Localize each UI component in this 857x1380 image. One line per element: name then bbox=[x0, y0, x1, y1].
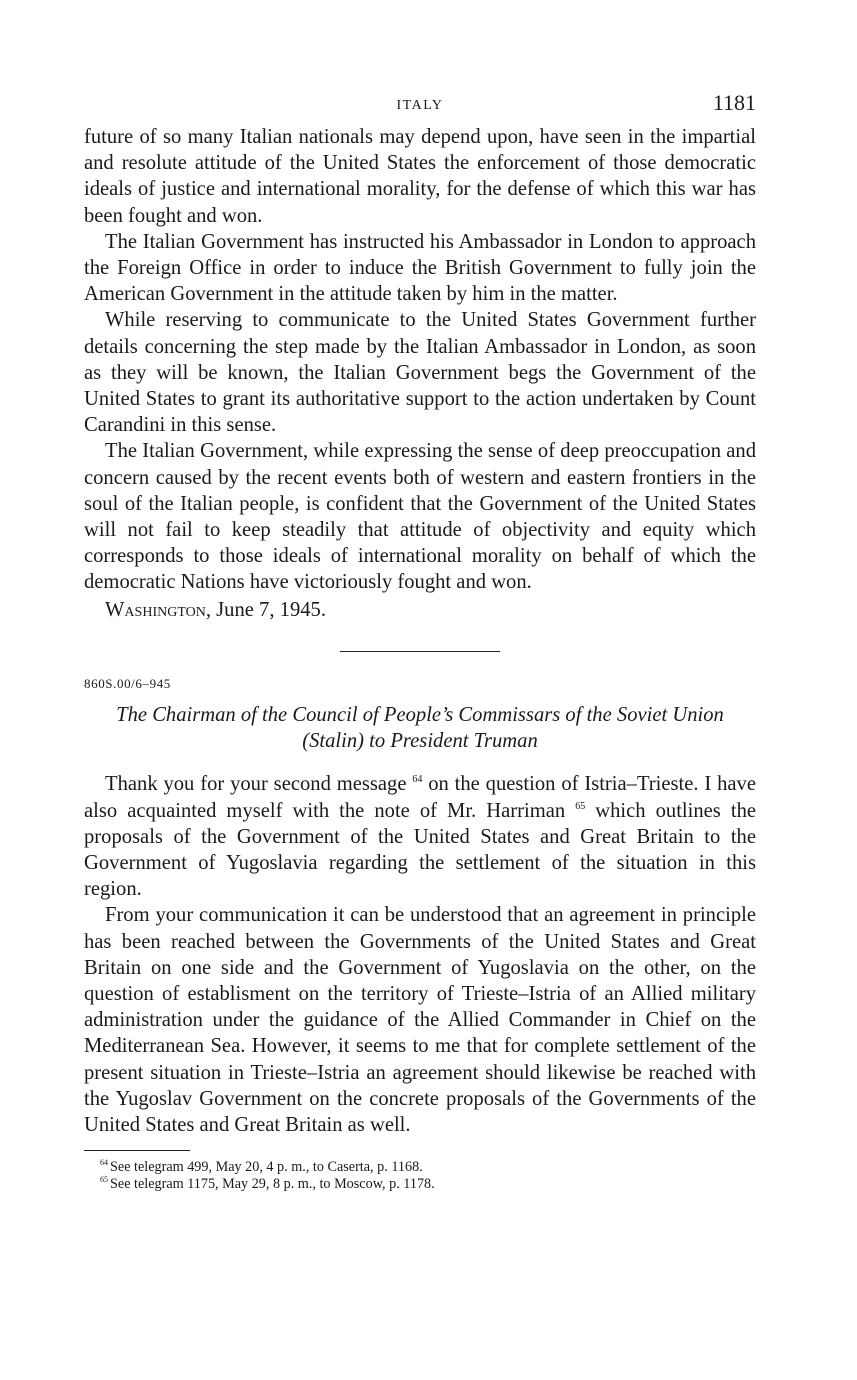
dateline bbox=[84, 597, 756, 623]
footnote-divider bbox=[84, 1150, 190, 1151]
text-run: on the question of Istria–Trieste. I have also acquainted myself with the note of Mr. Harriman bbox=[84, 773, 756, 822]
paragraph bbox=[84, 771, 756, 902]
footnote-ref: 65 bbox=[575, 800, 586, 812]
dateline-place: Washington, bbox=[105, 598, 211, 621]
paragraph-continued: future of so many Italian nationals may depend upon, have seen in the impartial and resolute attitude of the United States the enforcement of those democratic ideals of justice and international morality, for the defense of which this war has been fought and won. bbox=[84, 126, 756, 227]
section-divider bbox=[340, 651, 500, 653]
footnote-marker: 65 bbox=[100, 1175, 108, 1185]
paragraph: From your communication it can be understood that an agreement in principle has been reached between the Governments of the United States and Great Britain on one side and the Government of Yugoslavia on the other, on the question of establisment on the territory of Trieste–Istria of an Allied military administration under the guidance of the Allied Commander in Chief on the Mediterranean Sea. However, it seems to me that for complete settlement of the present situation in Trieste–Istria an agreement should likewise be reached with the Yugoslav Government on the concrete proposals of the Governments of the United States and Great Britain as well. bbox=[84, 904, 756, 1136]
dateline-date: June 7, 1945. bbox=[216, 598, 326, 621]
footnote-text: See telegram 1175, May 29, 8 p. m., to Moscow, p. 1178. bbox=[110, 1176, 435, 1193]
document-page bbox=[84, 90, 756, 1193]
footnote-ref: 64 bbox=[412, 774, 423, 786]
footnote bbox=[84, 1176, 756, 1193]
paragraph: The Italian Government, while expressing the sense of deep preoccupation and concern caused by the recent events both of western and eastern frontiers in the soul of the Italian people, is confident that the Government of the United States will not fail to keep steadily that attitude of objectivity and equity which corresponds to those ideals of international morality on behalf of which the democratic Nations have victoriously fought and won. bbox=[84, 440, 756, 594]
text-run: which outlines the proposals of the Government of the United States and Great Britain to the Government of Yugoslavia regarding the settlement of the situation in this region. bbox=[84, 799, 757, 901]
footnote bbox=[84, 1159, 756, 1176]
paragraph: While reserving to communicate to the United States Government further details concerning the step made by the Italian Ambassador in London, as soon as they will be known, the Italian Government begs the Government of the United States to grant its authoritative support to the action undertaken by Count Carandini in this sense. bbox=[84, 309, 756, 437]
running-title: ITALY bbox=[396, 98, 444, 113]
footnote-marker: 64 bbox=[100, 1158, 108, 1168]
footnote-text: See telegram 499, May 20, 4 p. m., to Caserta, p. 1168. bbox=[110, 1159, 423, 1176]
italian-note bbox=[84, 124, 756, 596]
stalin-message bbox=[84, 771, 756, 1138]
document-title: The Chairman of the Council of People’s Commissars of the Soviet Union (Stalin) to President Truman bbox=[116, 704, 724, 753]
text-run: Thank you for your second message bbox=[105, 773, 407, 796]
running-header bbox=[84, 90, 756, 124]
page-number: 1181 bbox=[712, 90, 756, 115]
file-number: 860S.00/6–945 bbox=[84, 676, 171, 692]
paragraph: The Italian Government has instructed his Ambassador in London to approach the Foreign Office in order to induce the British Government to fully join the American Government in the attitude taken by him in the matter. bbox=[84, 230, 756, 306]
